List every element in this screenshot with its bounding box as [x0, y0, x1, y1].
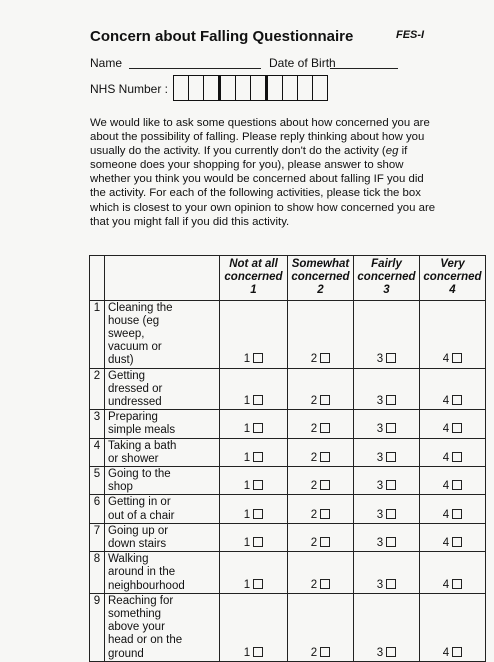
option-score: 3	[376, 508, 384, 521]
option-score: 3	[376, 451, 384, 464]
answer-option[interactable]	[288, 467, 354, 495]
answer-option[interactable]	[220, 523, 288, 551]
activity-label	[105, 495, 220, 523]
checkbox[interactable]	[253, 579, 263, 589]
option-score: 3	[376, 480, 384, 493]
option-score: 1	[243, 451, 251, 464]
answer-option[interactable]	[420, 523, 486, 551]
answer-option[interactable]	[354, 300, 420, 368]
option-score: 3	[376, 395, 384, 408]
activity-label	[105, 300, 220, 368]
answer-option[interactable]	[420, 467, 486, 495]
table-row	[90, 368, 486, 410]
table-row	[90, 300, 486, 368]
answer-option[interactable]	[354, 410, 420, 438]
option-score: 3	[376, 423, 384, 436]
checkbox[interactable]	[253, 353, 263, 363]
answer-option[interactable]	[288, 593, 354, 661]
option-score: 1	[243, 537, 251, 550]
column-score: 1	[250, 284, 257, 297]
activity-line: Walking	[108, 553, 149, 566]
num-header	[90, 256, 105, 301]
option-score: 4	[442, 353, 450, 366]
nhs-digit-box[interactable]	[236, 76, 251, 100]
name-field[interactable]	[129, 68, 261, 69]
checkbox[interactable]	[452, 480, 462, 490]
activities-table	[89, 255, 486, 662]
answer-option[interactable]	[288, 410, 354, 438]
column-label: concerned	[224, 271, 283, 284]
table-row	[90, 523, 486, 551]
activity-label	[105, 593, 220, 661]
activity-line: Preparing	[108, 411, 158, 424]
checkbox[interactable]	[320, 353, 330, 363]
checkbox[interactable]	[386, 353, 396, 363]
activity-line: Getting in or	[108, 496, 171, 509]
option-score: 2	[310, 537, 318, 550]
checkbox[interactable]	[386, 579, 396, 589]
activity-line: sweep,	[108, 328, 145, 341]
activity-line: Going to the	[108, 468, 171, 481]
checkbox[interactable]	[253, 395, 263, 405]
nhs-digit-box[interactable]	[174, 76, 189, 100]
activity-line: Taking a bath	[108, 439, 177, 452]
answer-option[interactable]	[220, 368, 288, 410]
activity-line: something	[108, 608, 162, 621]
answer-option[interactable]	[220, 552, 288, 594]
answer-option[interactable]	[354, 552, 420, 594]
nhs-digit-box[interactable]	[298, 76, 313, 100]
checkbox[interactable]	[320, 647, 330, 657]
checkbox[interactable]	[386, 647, 396, 657]
activity-line: dust)	[108, 354, 134, 367]
answer-option[interactable]	[420, 368, 486, 410]
checkbox[interactable]	[386, 480, 396, 490]
column-label: concerned	[423, 271, 482, 284]
table-row	[90, 438, 486, 466]
checkbox[interactable]	[452, 509, 462, 519]
row-number: 4	[90, 438, 105, 466]
option-score: 2	[310, 423, 318, 436]
page-title: Concern about Falling Questionnaire	[90, 28, 354, 45]
table-row	[90, 552, 486, 594]
activity-line: ground	[108, 647, 144, 660]
activity-line: Going up or	[108, 524, 169, 537]
checkbox[interactable]	[386, 537, 396, 547]
column-header	[420, 256, 486, 301]
nhs-number-boxes[interactable]	[173, 75, 328, 101]
activity-line: Getting	[108, 369, 146, 382]
activity-label	[105, 552, 220, 594]
column-header	[354, 256, 420, 301]
checkbox[interactable]	[253, 537, 263, 547]
answer-option[interactable]	[354, 438, 420, 466]
option-score: 2	[310, 578, 318, 591]
checkbox[interactable]	[452, 423, 462, 433]
nhs-label: NHS Number :	[90, 82, 169, 96]
table-row	[90, 495, 486, 523]
name-label: Name	[90, 56, 123, 70]
activity-header	[105, 256, 220, 301]
checkbox[interactable]	[452, 537, 462, 547]
table-row	[90, 467, 486, 495]
option-score: 4	[442, 480, 450, 493]
column-label: concerned	[357, 271, 416, 284]
option-score: 1	[243, 508, 251, 521]
answer-option[interactable]	[288, 300, 354, 368]
answer-option[interactable]	[420, 552, 486, 594]
checkbox[interactable]	[320, 452, 330, 462]
option-score: 1	[243, 395, 251, 408]
option-score: 1	[243, 353, 251, 366]
activity-line: down stairs	[108, 538, 167, 551]
answer-option[interactable]	[354, 467, 420, 495]
checkbox[interactable]	[452, 452, 462, 462]
checkbox[interactable]	[253, 452, 263, 462]
option-score: 4	[442, 451, 450, 464]
answer-option[interactable]	[420, 410, 486, 438]
answer-option[interactable]	[220, 410, 288, 438]
column-label: concerned	[291, 271, 350, 284]
option-score: 4	[442, 423, 450, 436]
row-number: 3	[90, 410, 105, 438]
answer-option[interactable]	[354, 523, 420, 551]
option-score: 1	[243, 578, 251, 591]
checkbox[interactable]	[452, 395, 462, 405]
activity-line: Cleaning the	[108, 301, 173, 314]
row-number: 5	[90, 467, 105, 495]
option-score: 1	[243, 646, 251, 659]
activity-label	[105, 438, 220, 466]
row-number: 7	[90, 523, 105, 551]
activity-line: vacuum or	[108, 341, 162, 354]
checkbox[interactable]	[452, 579, 462, 589]
option-score: 2	[310, 353, 318, 366]
checkbox[interactable]	[452, 647, 462, 657]
answer-option[interactable]	[420, 495, 486, 523]
activity-line: Reaching for	[108, 594, 174, 607]
option-score: 3	[376, 578, 384, 591]
activity-line: head or on the	[108, 634, 183, 647]
nhs-digit-box[interactable]	[268, 76, 283, 100]
checkbox[interactable]	[253, 423, 263, 433]
answer-option[interactable]	[220, 438, 288, 466]
table-row	[90, 410, 486, 438]
form-code: FES-I	[396, 29, 425, 41]
activity-label	[105, 368, 220, 410]
nhs-digit-box[interactable]	[283, 76, 298, 100]
column-score: 4	[449, 284, 456, 297]
activity-line: or shower	[108, 452, 159, 465]
option-score: 4	[442, 578, 450, 591]
answer-option[interactable]	[220, 300, 288, 368]
activity-label	[105, 410, 220, 438]
answer-option[interactable]	[420, 438, 486, 466]
column-score: 3	[383, 284, 390, 297]
option-score: 4	[442, 395, 450, 408]
row-number: 2	[90, 368, 105, 410]
answer-option[interactable]	[354, 593, 420, 661]
checkbox[interactable]	[320, 579, 330, 589]
activity-line: neighbourhood	[108, 579, 185, 592]
answer-option[interactable]	[354, 495, 420, 523]
answer-option[interactable]	[220, 593, 288, 661]
nhs-digit-box[interactable]	[251, 76, 268, 100]
activity-line: around in the	[108, 566, 176, 579]
column-label: Not at all	[229, 258, 278, 270]
column-label: Very	[440, 258, 465, 270]
option-score: 4	[442, 537, 450, 550]
activity-line: simple meals	[108, 424, 176, 437]
option-score: 2	[310, 451, 318, 464]
answer-option[interactable]	[420, 593, 486, 661]
activity-line: shop	[108, 481, 133, 494]
checkbox[interactable]	[253, 647, 263, 657]
checkbox[interactable]	[452, 353, 462, 363]
checkbox[interactable]	[320, 480, 330, 490]
nhs-digit-box[interactable]	[189, 76, 204, 100]
column-header	[288, 256, 354, 301]
checkbox[interactable]	[320, 423, 330, 433]
option-score: 2	[310, 646, 318, 659]
option-score: 2	[310, 480, 318, 493]
activity-line: out of a chair	[108, 509, 175, 522]
answer-option[interactable]	[288, 438, 354, 466]
checkbox[interactable]	[386, 423, 396, 433]
nhs-digit-box[interactable]	[221, 76, 236, 100]
activity-label	[105, 523, 220, 551]
option-score: 2	[310, 508, 318, 521]
option-score: 1	[243, 423, 251, 436]
checkbox[interactable]	[320, 537, 330, 547]
activity-line: above your	[108, 621, 165, 634]
column-label: Fairly	[371, 258, 402, 270]
row-number: 9	[90, 593, 105, 661]
row-number: 1	[90, 300, 105, 368]
column-label: Somewhat	[291, 258, 350, 270]
answer-option[interactable]	[420, 300, 486, 368]
table-row	[90, 593, 486, 661]
checkbox[interactable]	[253, 509, 263, 519]
nhs-digit-box[interactable]	[313, 76, 327, 100]
answer-option[interactable]	[288, 495, 354, 523]
answer-option[interactable]	[288, 552, 354, 594]
checkbox[interactable]	[320, 509, 330, 519]
option-score: 4	[442, 508, 450, 521]
answer-option[interactable]	[220, 495, 288, 523]
checkbox[interactable]	[253, 480, 263, 490]
checkbox[interactable]	[386, 452, 396, 462]
checkbox[interactable]	[320, 395, 330, 405]
column-score: 2	[317, 284, 324, 297]
option-score: 3	[376, 353, 384, 366]
answer-option[interactable]	[288, 368, 354, 410]
instructions: We would like to ask some questions about how concerned you are about the possibility of falling. Please reply thinking about how you usually do the activity. If you currently don't do the activity (eg if someone does your shopping for you), please answer to show whether you think you would be concerned about falling IF you did the activity. For each of the following activities, please tick the box which is closest to your own opinion to show how concerned you are that you might fall if you did this activity.	[90, 117, 436, 228]
checkbox[interactable]	[386, 395, 396, 405]
row-number: 8	[90, 552, 105, 594]
option-score: 1	[243, 480, 251, 493]
row-number: 6	[90, 495, 105, 523]
option-score: 2	[310, 395, 318, 408]
option-score: 3	[376, 646, 384, 659]
answer-option[interactable]	[288, 523, 354, 551]
dob-label: Date of Birth	[269, 56, 336, 70]
answer-option[interactable]	[354, 368, 420, 410]
nhs-digit-box[interactable]	[204, 76, 221, 100]
option-score: 3	[376, 537, 384, 550]
option-score: 4	[442, 646, 450, 659]
dob-field[interactable]	[330, 68, 398, 69]
activity-label	[105, 467, 220, 495]
column-header	[220, 256, 288, 301]
activity-line: dressed or	[108, 382, 163, 395]
checkbox[interactable]	[386, 509, 396, 519]
activity-line: house (eg	[108, 314, 160, 327]
activity-line: undressed	[108, 396, 162, 409]
answer-option[interactable]	[220, 467, 288, 495]
